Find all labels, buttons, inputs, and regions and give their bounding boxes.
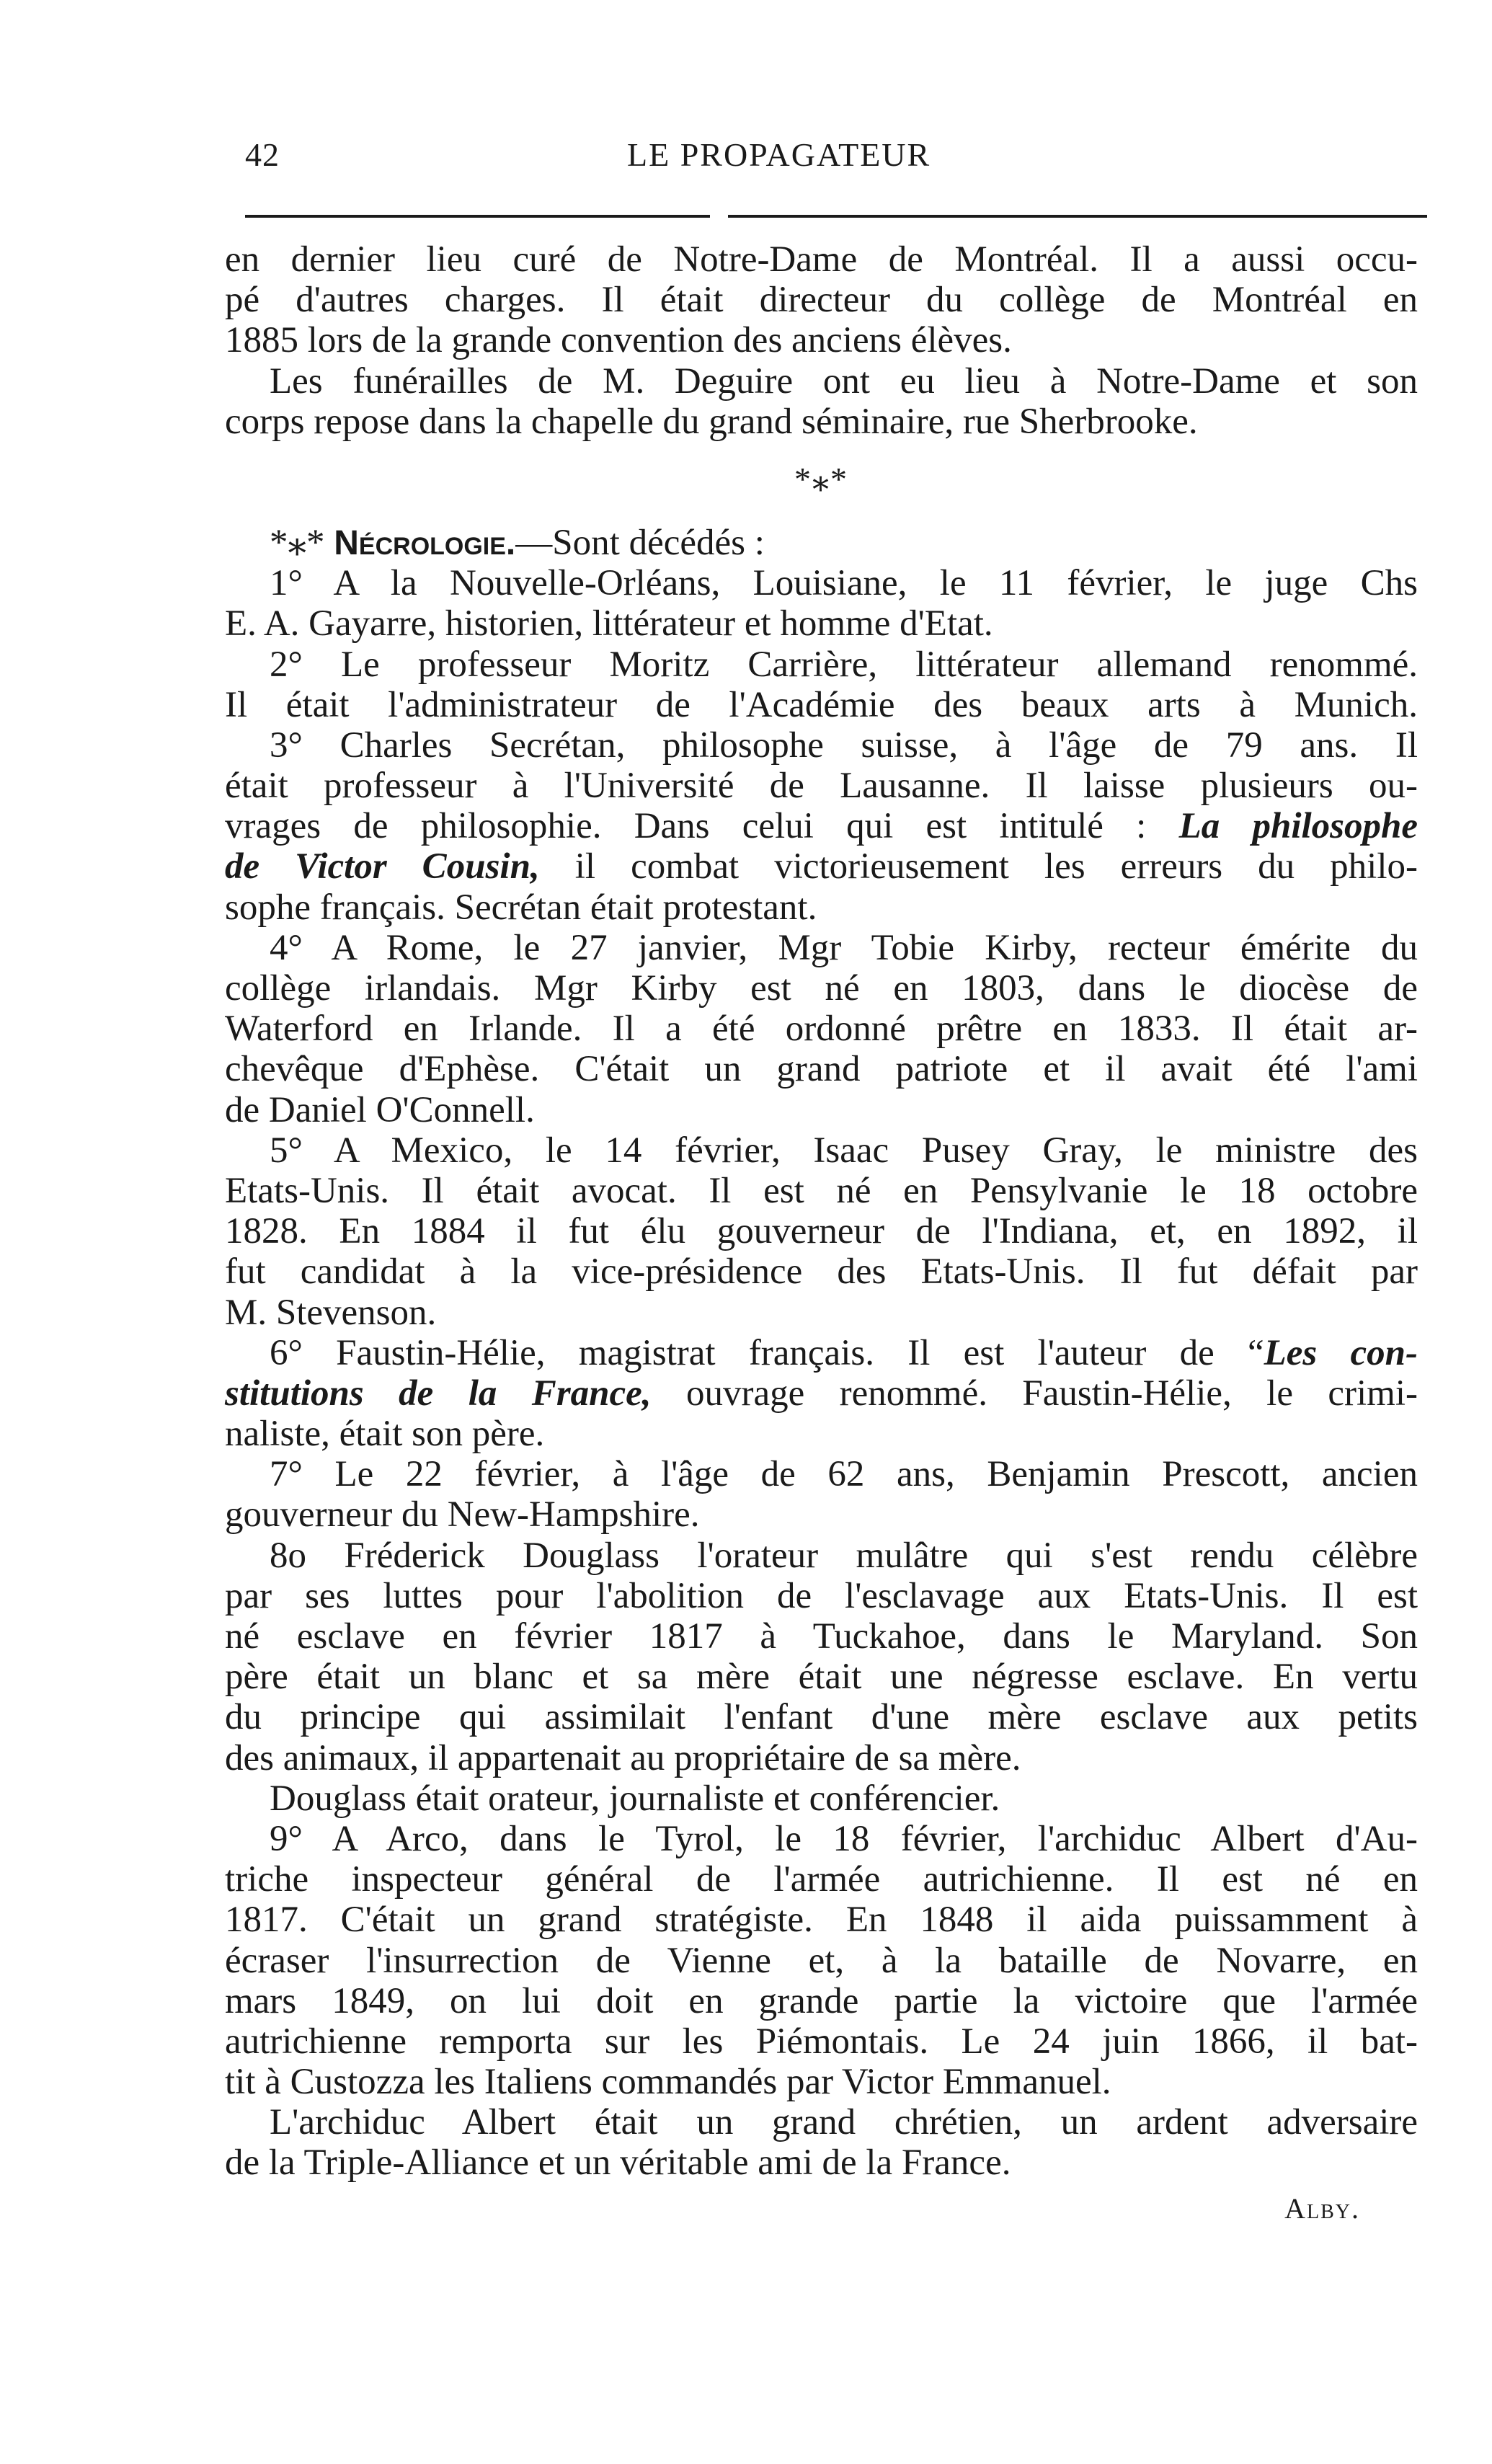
- text-line: naliste, était son père.: [225, 1414, 545, 1455]
- text-line: 4° A Rome, le 27 janvier, Mgr Tobie Kirby, recteur émérite du: [270, 927, 1418, 968]
- text-line: 9° A Arco, dans le Tyrol, le 18 février, l'archiduc Albert d'Au-: [270, 1818, 1418, 1859]
- text-line: par ses luttes pour l'abolition de l'esclavage aux Etats-Unis. Il est: [225, 1575, 1418, 1616]
- text-line: L'archiduc Albert était un grand chrétien, un ardent adversaire: [270, 2102, 1418, 2143]
- text-line: en dernier lieu curé de Notre-Dame de Montréal. Il a aussi occu-: [225, 239, 1418, 280]
- text-line: chevêque d'Ephèse. C'était un grand patriote et il avait été l'ami: [225, 1049, 1418, 1090]
- article-body: [225, 239, 1418, 2234]
- text-line: Etats-Unis. Il était avocat. Il est né en Pensylvanie le 18 octobre: [225, 1170, 1418, 1211]
- page-header: [245, 136, 1427, 179]
- text-line: Douglass était orateur, journaliste et conférencier.: [270, 1778, 1000, 1819]
- text-line: gouverneur du New-Hampshire.: [225, 1494, 700, 1535]
- text-line: 3° Charles Secrétan, philosophe suisse, à l'âge de 79 ans. Il: [270, 724, 1418, 766]
- text-line: sophe français. Secrétan était protestant.: [225, 887, 817, 928]
- text-line: Les funérailles de M. Deguire ont eu lieu à Notre-Dame et son: [270, 360, 1418, 402]
- text-line: de la Triple-Alliance et un véritable ami de la France.: [225, 2142, 1011, 2184]
- text-line: pé d'autres charges. Il était directeur du collège de Montréal en: [225, 280, 1418, 321]
- text-line: Il était l'administrateur de l'Académie des beaux arts à Munich.: [225, 684, 1418, 725]
- text-line: de Victor Cousin, il combat victorieusement les erreurs du philo-: [225, 846, 1418, 887]
- text-line: M. Stevenson.: [225, 1292, 437, 1333]
- header-rule-right: [728, 215, 1427, 218]
- text-line: des animaux, il appartenait au propriétaire de sa mère.: [225, 1737, 1021, 1778]
- text-line: du principe qui assimilait l'enfant d'une mère esclave aux petits: [225, 1697, 1418, 1738]
- header-rule-left: [245, 215, 710, 218]
- text-line: 1817. C'était un grand stratégiste. En 1848 il aida puissamment à: [225, 1900, 1418, 1941]
- book-title: La philosophe: [1178, 806, 1418, 847]
- text-line: écraser l'insurrection de Vienne et, à la bataille de Novarre, en: [225, 1940, 1418, 1981]
- section-separator-asterism: *⁎*: [794, 460, 848, 497]
- text-line: tit à Custozza les Italiens commandés par Victor Emmanuel.: [225, 2062, 1111, 2103]
- necrologie-heading: *⁎* Nécrologie.—Sont décédés :: [270, 522, 765, 563]
- necrologie-title: Nécrologie.: [334, 523, 516, 562]
- page-number: 42: [245, 136, 280, 173]
- text-line: 1828. En 1884 il fut élu gouverneur de l'Indiana, et, en 1892, il: [225, 1211, 1418, 1252]
- text-line: triche inspecteur général de l'armée autrichienne. Il est né en: [225, 1859, 1418, 1900]
- text-line: était professeur à l'Université de Lausanne. Il laisse plusieurs ou-: [225, 766, 1418, 807]
- text-line: vrages de philosophie. Dans celui qui est intitulé : La philosophe: [225, 806, 1418, 847]
- text-line: 1885 lors de la grande convention des anciens élèves.: [225, 320, 1012, 361]
- text-line: stitutions de la France, ouvrage renommé. Faustin-Hélie, le crimi-: [225, 1373, 1418, 1414]
- text-line: de Daniel O'Connell.: [225, 1089, 535, 1130]
- text-line: collège irlandais. Mgr Kirby est né en 1803, dans le diocèse de: [225, 968, 1418, 1009]
- text-line: Waterford en Irlande. Il a été ordonné prêtre en 1833. Il était ar-: [225, 1009, 1418, 1050]
- book-title-cont: de Victor Cousin,: [225, 846, 540, 887]
- text-line: 5° A Mexico, le 14 février, Isaac Pusey Gray, le ministre des: [270, 1130, 1418, 1171]
- text-line: 1° A la Nouvelle-Orléans, Louisiane, le 11 février, le juge Chs: [270, 563, 1418, 604]
- text-line: fut candidat à la vice-présidence des Etats-Unis. Il fut défait par: [225, 1251, 1418, 1293]
- book-title: Les con-: [1264, 1332, 1418, 1373]
- running-title: LE PROPAGATEUR: [627, 136, 931, 173]
- text-line: corps repose dans la chapelle du grand séminaire, rue Sherbrooke.: [225, 401, 1198, 442]
- text-line: 7° Le 22 février, à l'âge de 62 ans, Benjamin Prescott, ancien: [270, 1454, 1418, 1495]
- text-line: E. A. Gayarre, historien, littérateur et homme d'Etat.: [225, 603, 993, 644]
- text-line: 2° Le professeur Moritz Carrière, littérateur allemand renommé.: [270, 644, 1418, 685]
- book-title-cont: stitutions de la France,: [225, 1373, 652, 1414]
- author-signature: Alby.: [1284, 2192, 1360, 2225]
- text-line: mars 1849, on lui doit en grande partie la victoire que l'armée: [225, 1980, 1418, 2021]
- text-line: né esclave en février 1817 à Tuckahoe, dans le Maryland. Son: [225, 1616, 1418, 1657]
- text-line: père était un blanc et sa mère était une négresse esclave. En vertu: [225, 1657, 1418, 1698]
- text-line: autrichienne remporta sur les Piémontais. Le 24 juin 1866, il bat-: [225, 2021, 1418, 2062]
- text-line: 8o Fréderick Douglass l'orateur mulâtre qui s'est rendu célèbre: [270, 1535, 1418, 1576]
- text-line: 6° Faustin-Hélie, magistrat français. Il est l'auteur de “Les con-: [270, 1332, 1418, 1373]
